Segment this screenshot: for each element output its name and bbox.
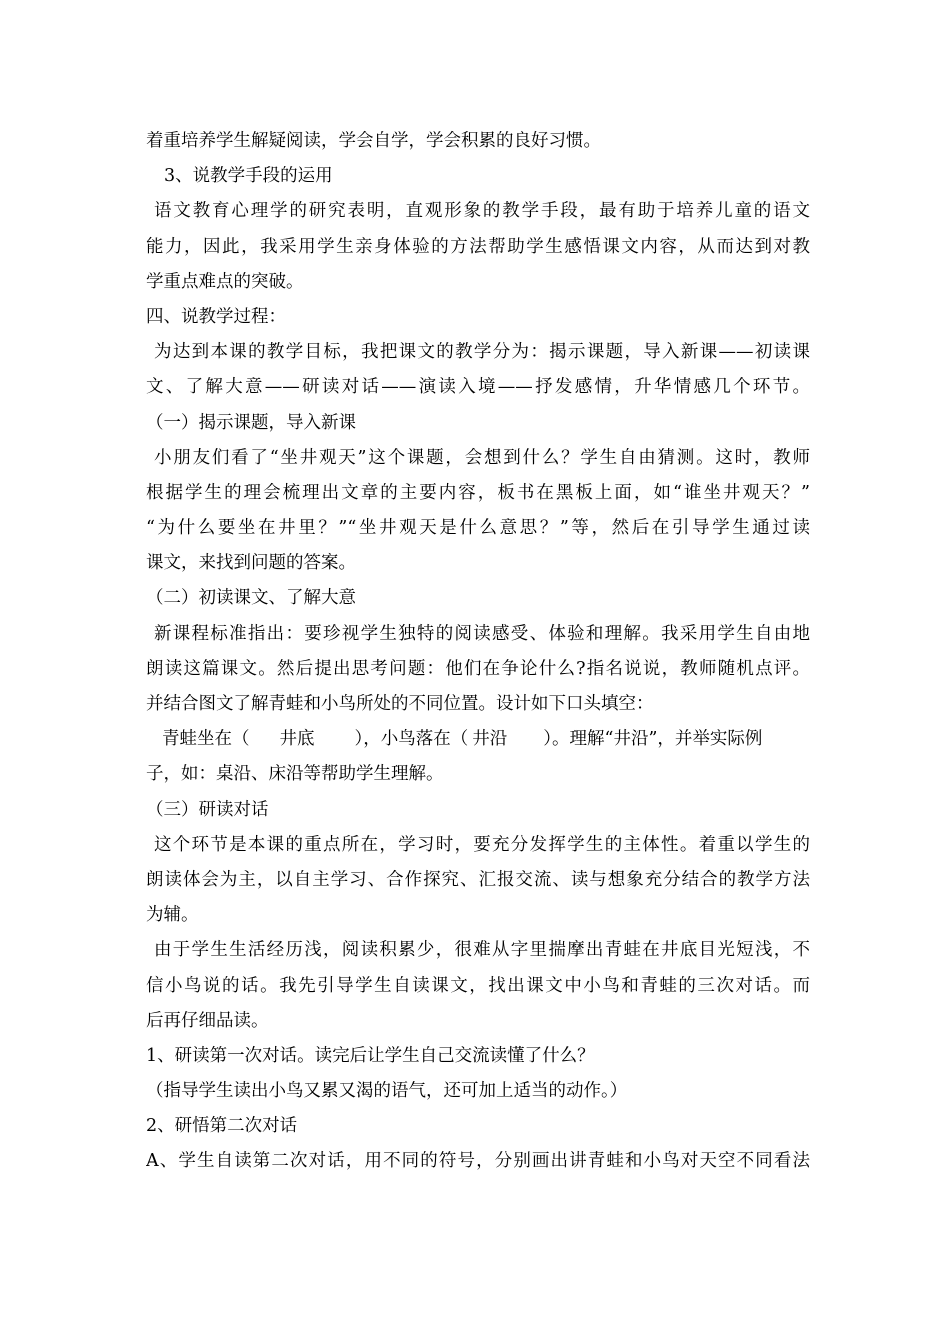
text-line: 语文教育心理学的研究表明，直观形象的教学手段，最有助于培养儿童的语文 [154, 201, 810, 222]
text-line: 信小鸟说的话。我先引导学生自读课文，找出课文中小鸟和青蛙的三次对话。而 [146, 975, 810, 996]
text-line: 并结合图文了解青蛙和小鸟所处的不同位置。设计如下口头填空： [146, 694, 654, 714]
text-line: 这个环节是本课的重点所在，学习时，要充分发挥学生的主体性。着重以学生的 [154, 834, 810, 855]
text-line: 学重点难点的突破。 [146, 271, 304, 292]
text-line: 小朋友们看了“坐井观天”这个课题，会想到什么？学生自由猜测。这时，教师 [154, 447, 810, 468]
text-line: 课文，来找到问题的答案。 [146, 553, 356, 574]
text-line: 2、研悟第二次对话 [146, 1116, 298, 1137]
fill-answer: 井沿 [472, 729, 508, 750]
text-line: 1、研读第一次对话。读完后让学生自己交流读懂了什么？ [146, 1045, 595, 1066]
text-line: “为什么要坐在井里？”“坐井观天是什么意思？”等，然后在引导学生通过读 [146, 518, 810, 539]
text-line: 朗读这篇课文。然后提出思考问题：他们在争论什么?指名说说，教师随机点评。 [146, 658, 810, 679]
text-line: 为辅。 [146, 905, 199, 926]
text-line: 文、了解大意——研读对话——演读入境——抒发感情，升华情感几个环节。 [146, 377, 810, 398]
text-line: 子，如：桌沿、床沿等帮助学生理解。 [146, 764, 444, 785]
text-line: 由于学生生活经历浅，阅读积累少，很难从字里揣摩出青蛙在井底目光短浅，不 [154, 940, 810, 961]
fill-text: 青蛙坐在（ [162, 729, 250, 750]
fill-text: ）。理解“井沿”，并举实际例 [543, 729, 763, 750]
subsection-heading: （一）揭示课题，导入新课 [146, 412, 356, 433]
text-line: 新课程标准指出：要珍视学生独特的阅读感受、体验和理解。我采用学生自由地 [154, 623, 810, 644]
subsection-heading: （二）初读课文、了解大意 [146, 588, 356, 609]
text-line: （指导学生读出小鸟又累又渴的语气，还可加上适当的动作。） [146, 1081, 628, 1102]
fill-text: ），小鸟落在（ [354, 729, 469, 750]
document-page [146, 124, 810, 1180]
text-line: 为达到本课的教学目标，我把课文的教学分为：揭示课题，导入新课——初读课 [154, 342, 810, 363]
section-heading: 四、说教学过程： [146, 306, 286, 327]
text-line: A、学生自读第二次对话，用不同的符号，分别画出讲青蛙和小鸟对天空不同看法 [146, 1151, 810, 1172]
text-line: 着重培养学生解疑阅读，学会自学，学会积累的良好习惯。 [146, 131, 601, 151]
subsection-heading: （三）研读对话 [146, 799, 269, 820]
text-line: 后再仔细品读。 [146, 1010, 269, 1031]
text-line: 能力，因此，我采用学生亲身体验的方法帮助学生感悟课文内容，从而达到对教 [146, 236, 810, 257]
text-line: 根据学生的理会梳理出文章的主要内容，板书在黑板上面，如“谁坐井观天？” [146, 482, 810, 503]
fill-in-blank-line [146, 722, 810, 757]
fill-answer: 井底 [279, 729, 315, 750]
section-heading: 3、说教学手段的运用 [164, 166, 333, 187]
text-line: 朗读体会为主，以自主学习、合作探究、汇报交流、读与想象充分结合的教学方法 [146, 869, 810, 890]
